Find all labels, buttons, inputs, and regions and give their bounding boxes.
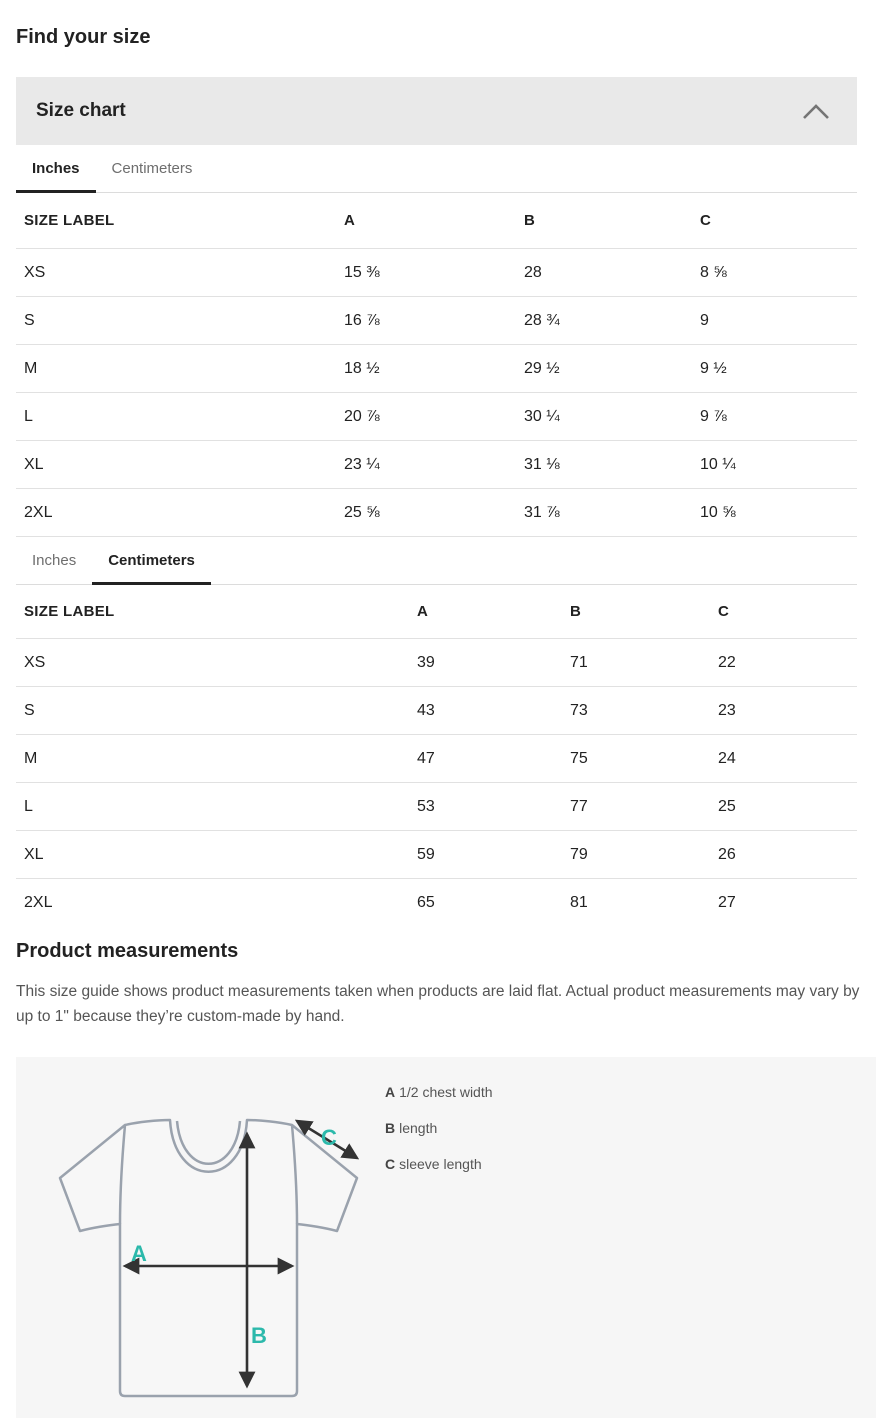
value-cell: 31 ⅞ [524,489,700,537]
table-header-row [16,585,857,639]
size-table-centimeters [16,585,857,926]
product-measurements-title: Product measurements [16,940,239,962]
size-cell: XL [16,441,344,489]
value-cell: 81 [570,879,718,927]
value-cell: 10 ¼ [700,441,857,489]
legend-item-c [385,1156,493,1172]
legend-label: 1/2 chest width [399,1084,493,1100]
value-cell: 26 [718,831,857,879]
value-cell: 73 [570,687,718,735]
legend-item-b [385,1120,493,1136]
column-header-c: C [700,212,712,229]
legend-label: sleeve length [399,1156,482,1172]
value-cell: 65 [417,879,570,927]
value-cell: 75 [570,735,718,783]
product-measurements-description: This size guide shows product measurements taken when products are laid flat. Actual product measurements may vary by up to 1" because they’re custom-made by hand. [16,983,860,1025]
table-row [16,297,857,345]
value-cell: 29 ½ [524,345,700,393]
size-cell: S [16,297,344,345]
tab-centimeters[interactable]: Centimeters [92,537,211,584]
diagram-marker-c: C [321,1125,337,1150]
value-cell: 10 ⅝ [700,489,857,537]
value-cell: 22 [718,639,857,687]
chevron-up-icon [801,103,831,120]
tab-inches[interactable]: Inches [32,552,77,569]
measurement-diagram-panel [16,1057,876,1418]
column-header-a: A [344,212,356,229]
value-cell: 28 ¾ [524,297,700,345]
size-cell: M [16,735,417,783]
value-cell: 28 [524,249,700,297]
legend-label: length [399,1120,438,1136]
value-cell: 27 [718,879,857,927]
table-row [16,639,857,687]
diagram-marker-a: A [131,1241,147,1266]
size-cell: XS [16,639,417,687]
tshirt-diagram-image [16,1057,416,1418]
table-row [16,489,857,537]
table-row [16,345,857,393]
diagram-legend [385,1084,493,1192]
tab-centimeters[interactable]: Centimeters [111,160,193,177]
value-cell: 39 [417,639,570,687]
value-cell: 25 ⅝ [344,489,524,537]
value-cell: 30 ¼ [524,393,700,441]
page-title: Find your size [16,26,151,48]
table-row [16,783,857,831]
value-cell: 71 [570,639,718,687]
table-row [16,441,857,489]
value-cell: 15 ⅜ [344,249,524,297]
size-cell: XS [16,249,344,297]
size-cell: M [16,345,344,393]
value-cell: 31 ⅛ [524,441,700,489]
legend-key: B [385,1120,396,1136]
diagram-marker-b: B [251,1323,267,1348]
value-cell: 77 [570,783,718,831]
value-cell: 18 ½ [344,345,524,393]
size-cell: XL [16,831,417,879]
value-cell: 25 [718,783,857,831]
unit-tabs-inches-table [16,145,857,193]
legend-item-a [385,1084,493,1100]
value-cell: 9 ½ [700,345,857,393]
value-cell: 8 ⅝ [700,249,857,297]
unit-tabs-cm-table [16,537,857,585]
legend-key: A [385,1084,396,1100]
value-cell: 23 [718,687,857,735]
column-header-b: B [524,212,536,229]
table-row [16,249,857,297]
size-chart-title: Size chart [36,100,126,121]
size-cell: S [16,687,417,735]
size-chart-accordion-header[interactable] [16,77,857,145]
value-cell: 16 ⅞ [344,297,524,345]
size-table-inches [16,193,857,537]
value-cell: 9 [700,297,857,345]
table-row [16,393,857,441]
size-cell: L [16,783,417,831]
column-header-a: A [417,603,429,620]
value-cell: 53 [417,783,570,831]
value-cell: 47 [417,735,570,783]
table-header-row [16,193,857,249]
column-header-size-label: SIZE LABEL [24,212,115,229]
size-cell: 2XL [16,489,344,537]
legend-key: C [385,1156,396,1172]
table-row [16,687,857,735]
value-cell: 20 ⅞ [344,393,524,441]
value-cell: 59 [417,831,570,879]
column-header-size-label: SIZE LABEL [24,603,115,620]
column-header-c: C [718,603,730,620]
value-cell: 43 [417,687,570,735]
size-cell: 2XL [16,879,417,927]
table-row [16,831,857,879]
column-header-b: B [570,603,582,620]
value-cell: 9 ⅞ [700,393,857,441]
size-cell: L [16,393,344,441]
value-cell: 23 ¼ [344,441,524,489]
table-row [16,879,857,927]
value-cell: 79 [570,831,718,879]
value-cell: 24 [718,735,857,783]
table-row [16,735,857,783]
tab-inches[interactable]: Inches [16,145,96,192]
